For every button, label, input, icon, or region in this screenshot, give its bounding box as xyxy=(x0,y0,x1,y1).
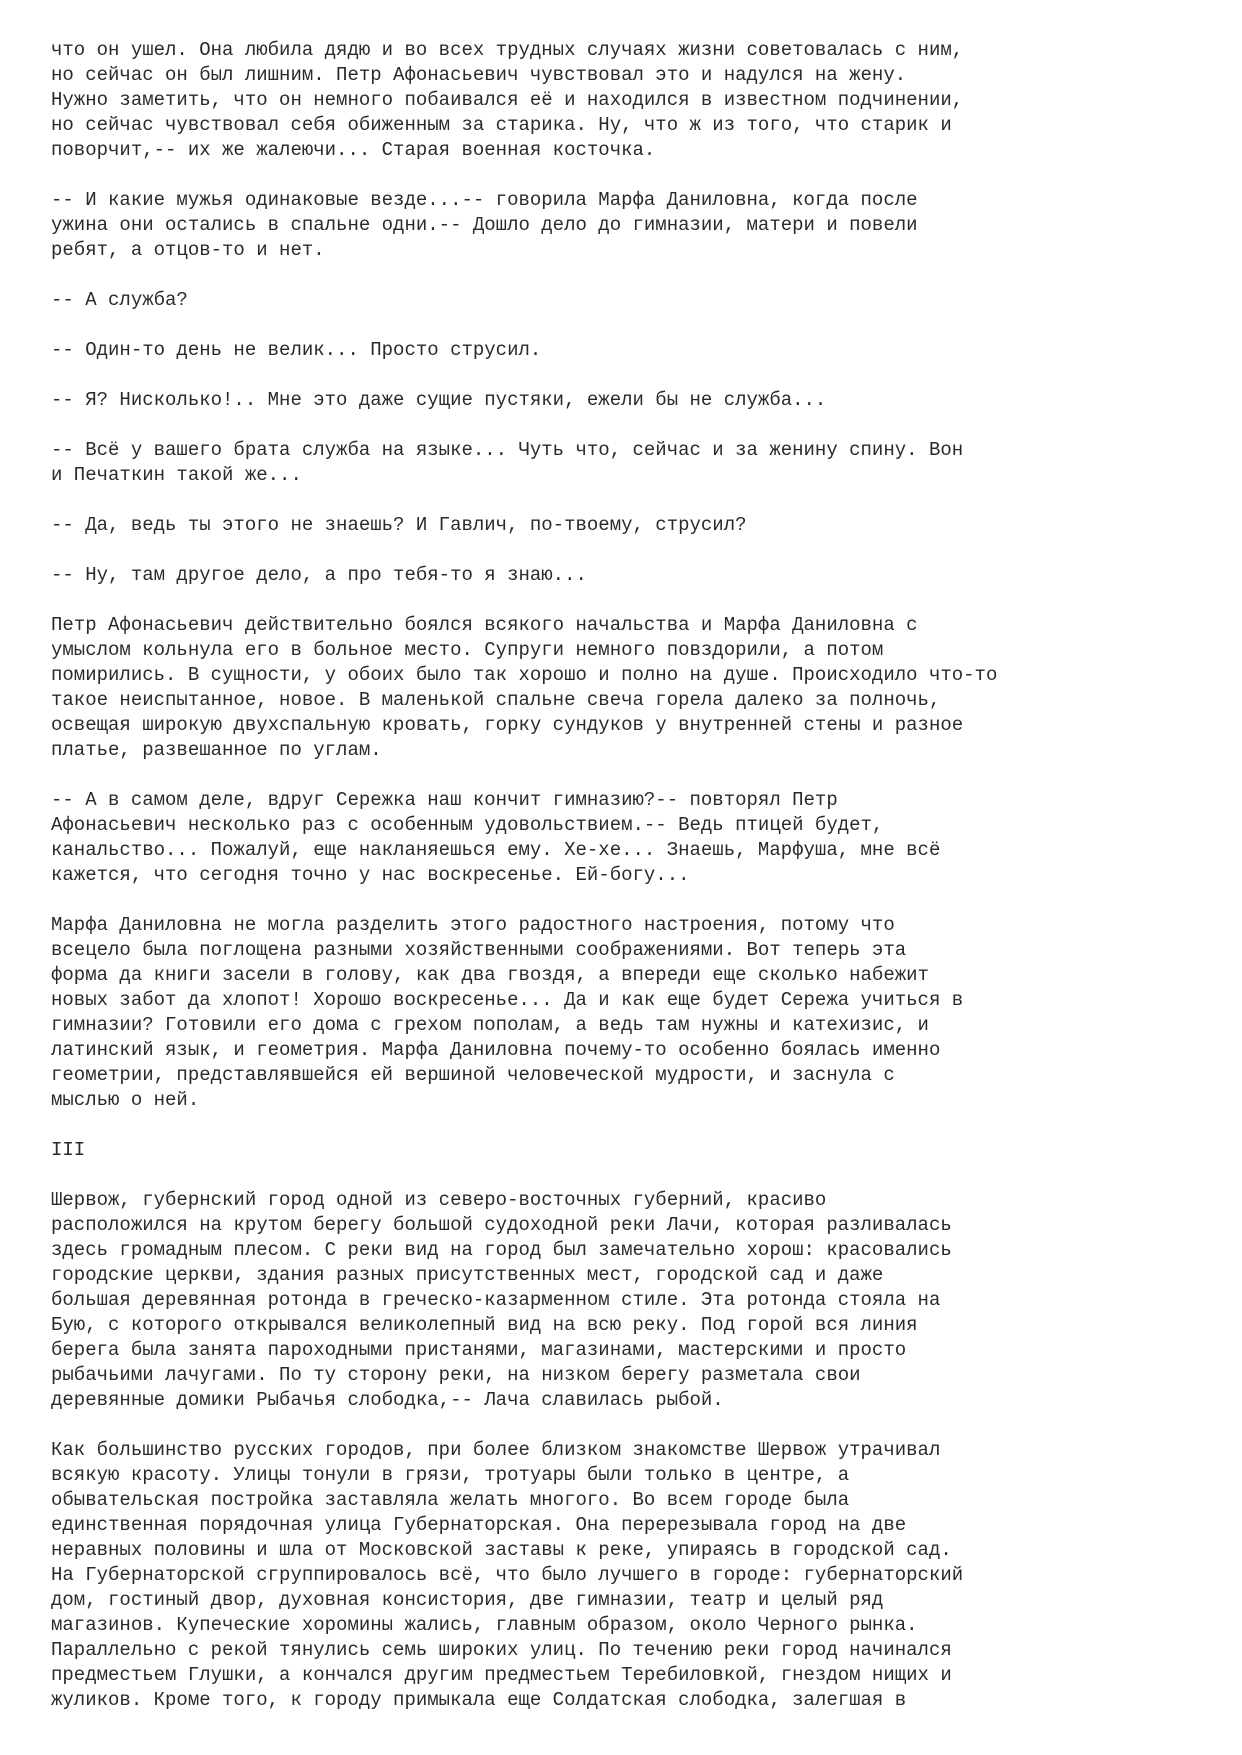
text-line: единственная порядочная улица Губернаторская. Она перерезывала город на две xyxy=(51,1514,907,1536)
text-line: магазинов. Купеческие хоромины жались, главным образом, около Черного рынка. xyxy=(51,1614,918,1636)
text-line: неравных половины и шла от Московской заставы к реке, упираясь в городской сад. xyxy=(51,1539,952,1561)
text-line: дом, гостиный двор, духовная консистория, две гимназии, театр и целый ряд xyxy=(51,1589,884,1611)
text-line: латинский язык, и геометрия. Марфа Даниловна почему-то особенно боялась именно xyxy=(51,1039,941,1061)
text-line: форма да книги засели в голову, как два гвоздя, а впереди еще сколько набежит xyxy=(51,964,929,986)
text-line: ужина они остались в спальне одни.-- Дошло дело до гимназии, матери и повели xyxy=(51,214,918,236)
text-line: На Губернаторской сгруппировалось всё, что было лучшего в городе: губернаторский xyxy=(51,1564,964,1586)
chapter-heading xyxy=(51,1138,1221,1163)
text-line: ребят, а отцов-то и нет. xyxy=(51,239,325,261)
paragraph-gap xyxy=(51,263,1221,288)
text-line: -- Ну, там другое дело, а про тебя-то я знаю... xyxy=(51,564,587,586)
text-line: Петр Афонасьевич действительно боялся всякого начальства и Марфа Даниловна с xyxy=(51,614,918,636)
text-line: жуликов. Кроме того, к городу примыкала еще Солдатская слободка, залегшая в xyxy=(51,1689,907,1711)
text-line: Афонасьевич несколько раз с особенным удовольствием.-- Ведь птицей будет, xyxy=(51,814,884,836)
text-line: гимназии? Готовили его дома с грехом пополам, а ведь там нужны и катехизис, и xyxy=(51,1014,929,1036)
paragraph xyxy=(51,338,1221,363)
text-line: предместьем Глушки, а кончался другим предместьем Теребиловкой, гнездом нищих и xyxy=(51,1664,952,1686)
text-line: -- А в самом деле, вдруг Сережка наш кончит гимназию?-- повторял Петр xyxy=(51,789,838,811)
paragraph-gap xyxy=(51,1413,1221,1438)
text-line: здесь громадным плесом. С реки вид на город был замечательно хорош: красовались xyxy=(51,1239,952,1261)
paragraph xyxy=(51,563,1221,588)
text-line: такое неиспытанное, новое. В маленькой спальне свеча горела далеко за полночь, xyxy=(51,689,941,711)
paragraph xyxy=(51,513,1221,538)
text-line: платье, развешанное по углам. xyxy=(51,739,382,761)
text-line: Шервож, губернский город одной из северо-восточных губерний, красиво xyxy=(51,1189,827,1211)
text-line: -- Да, ведь ты этого не знаешь? И Гавлич, по-твоему, струсил? xyxy=(51,514,747,536)
text-line: Бую, с которого открывался великолепный вид на всю реку. Под горой вся линия xyxy=(51,1314,918,1336)
text-line: -- А служба? xyxy=(51,289,188,311)
text-line: Нужно заметить, что он немного побаивался её и находился в известном подчинении, xyxy=(51,89,964,111)
paragraph-gap xyxy=(51,588,1221,613)
text-line: канальство... Пожалуй, еще накланяешься ему. Хе-хе... Знаешь, Марфуша, мне всё xyxy=(51,839,941,861)
paragraph-gap xyxy=(51,763,1221,788)
text-line: рыбачьими лачугами. По ту сторону реки, на низком берегу разметала свои xyxy=(51,1364,861,1386)
text-line: мыслью о ней. xyxy=(51,1089,200,1111)
paragraph-gap xyxy=(51,888,1221,913)
paragraph xyxy=(51,388,1221,413)
text-line: новых забот да хлопот! Хорошо воскресенье... Да и как еще будет Сережа учиться в xyxy=(51,989,964,1011)
text-line: геометрии, представлявшейся ей вершиной человеческой мудрости, и заснула с xyxy=(51,1064,895,1086)
paragraph-gap xyxy=(51,363,1221,388)
text-line: обывательская постройка заставляла желать многого. Во всем городе была xyxy=(51,1489,850,1511)
paragraph-gap xyxy=(51,1163,1221,1188)
text-line: -- Один-то день не велик... Просто струсил. xyxy=(51,339,542,361)
text-line: расположился на крутом берегу большой судоходной реки Лачи, которая разливалась xyxy=(51,1214,952,1236)
text-line: деревянные домики Рыбачья слободка,-- Лача славилась рыбой. xyxy=(51,1389,724,1411)
document-page xyxy=(51,38,1221,1713)
text-line: -- Я? Нисколько!.. Мне это даже сущие пустяки, ежели бы не служба... xyxy=(51,389,827,411)
paragraph xyxy=(51,1188,1221,1413)
text-line: -- И какие мужья одинаковые везде...-- говорила Марфа Даниловна, когда после xyxy=(51,189,918,211)
text-line: берега была занята пароходными пристанями, магазинами, мастерскими и просто xyxy=(51,1339,907,1361)
paragraph xyxy=(51,288,1221,313)
paragraph xyxy=(51,1438,1221,1713)
text-line: городские церкви, здания разных присутственных мест, городской сад и даже xyxy=(51,1264,884,1286)
text-line: помирились. В сущности, у обоих было так хорошо и полно на душе. Происходило что-то xyxy=(51,664,998,686)
text-line: и Печаткин такой же... xyxy=(51,464,302,486)
paragraph xyxy=(51,913,1221,1113)
paragraph-gap xyxy=(51,538,1221,563)
text-line: но сейчас он был лишним. Петр Афонасьевич чувствовал это и надулся на жену. xyxy=(51,64,907,86)
text-line: большая деревянная ротонда в греческо-казарменном стиле. Эта ротонда стояла на xyxy=(51,1289,941,1311)
paragraph xyxy=(51,788,1221,888)
paragraph-gap xyxy=(51,488,1221,513)
text-line: III xyxy=(51,1139,86,1161)
text-line: но сейчас чувствовал себя обиженным за старика. Ну, что ж из того, что старик и xyxy=(51,114,952,136)
paragraph-gap xyxy=(51,1113,1221,1138)
paragraph-gap xyxy=(51,413,1221,438)
paragraph xyxy=(51,613,1221,763)
text-line: Параллельно с рекой тянулись семь широких улиц. По течению реки город начинался xyxy=(51,1639,952,1661)
paragraph-gap xyxy=(51,313,1221,338)
paragraph-gap xyxy=(51,163,1221,188)
text-line: Как большинство русских городов, при более близком знакомстве Шервож утрачивал xyxy=(51,1439,941,1461)
text-line: Марфа Даниловна не могла разделить этого радостного настроения, потому что xyxy=(51,914,895,936)
text-line: всецело была поглощена разными хозяйственными соображениями. Вот теперь эта xyxy=(51,939,907,961)
text-line: освещая широкую двухспальную кровать, горку сундуков у внутренней стены и разное xyxy=(51,714,964,736)
text-line: что он ушел. Она любила дядю и во всех трудных случаях жизни советовалась с ним, xyxy=(51,39,964,61)
text-line: поворчит,-- их же жалеючи... Старая военная косточка. xyxy=(51,139,656,161)
text-line: кажется, что сегодня точно у нас воскресенье. Ей-богу... xyxy=(51,864,690,886)
paragraph xyxy=(51,38,1221,163)
text-line: -- Всё у вашего брата служба на языке... Чуть что, сейчас и за женину спину. Вон xyxy=(51,439,964,461)
text-line: умыслом кольнула его в больное место. Супруги немного повздорили, а потом xyxy=(51,639,884,661)
paragraph xyxy=(51,188,1221,263)
text-line: всякую красоту. Улицы тонули в грязи, тротуары были только в центре, а xyxy=(51,1464,850,1486)
paragraph xyxy=(51,438,1221,488)
